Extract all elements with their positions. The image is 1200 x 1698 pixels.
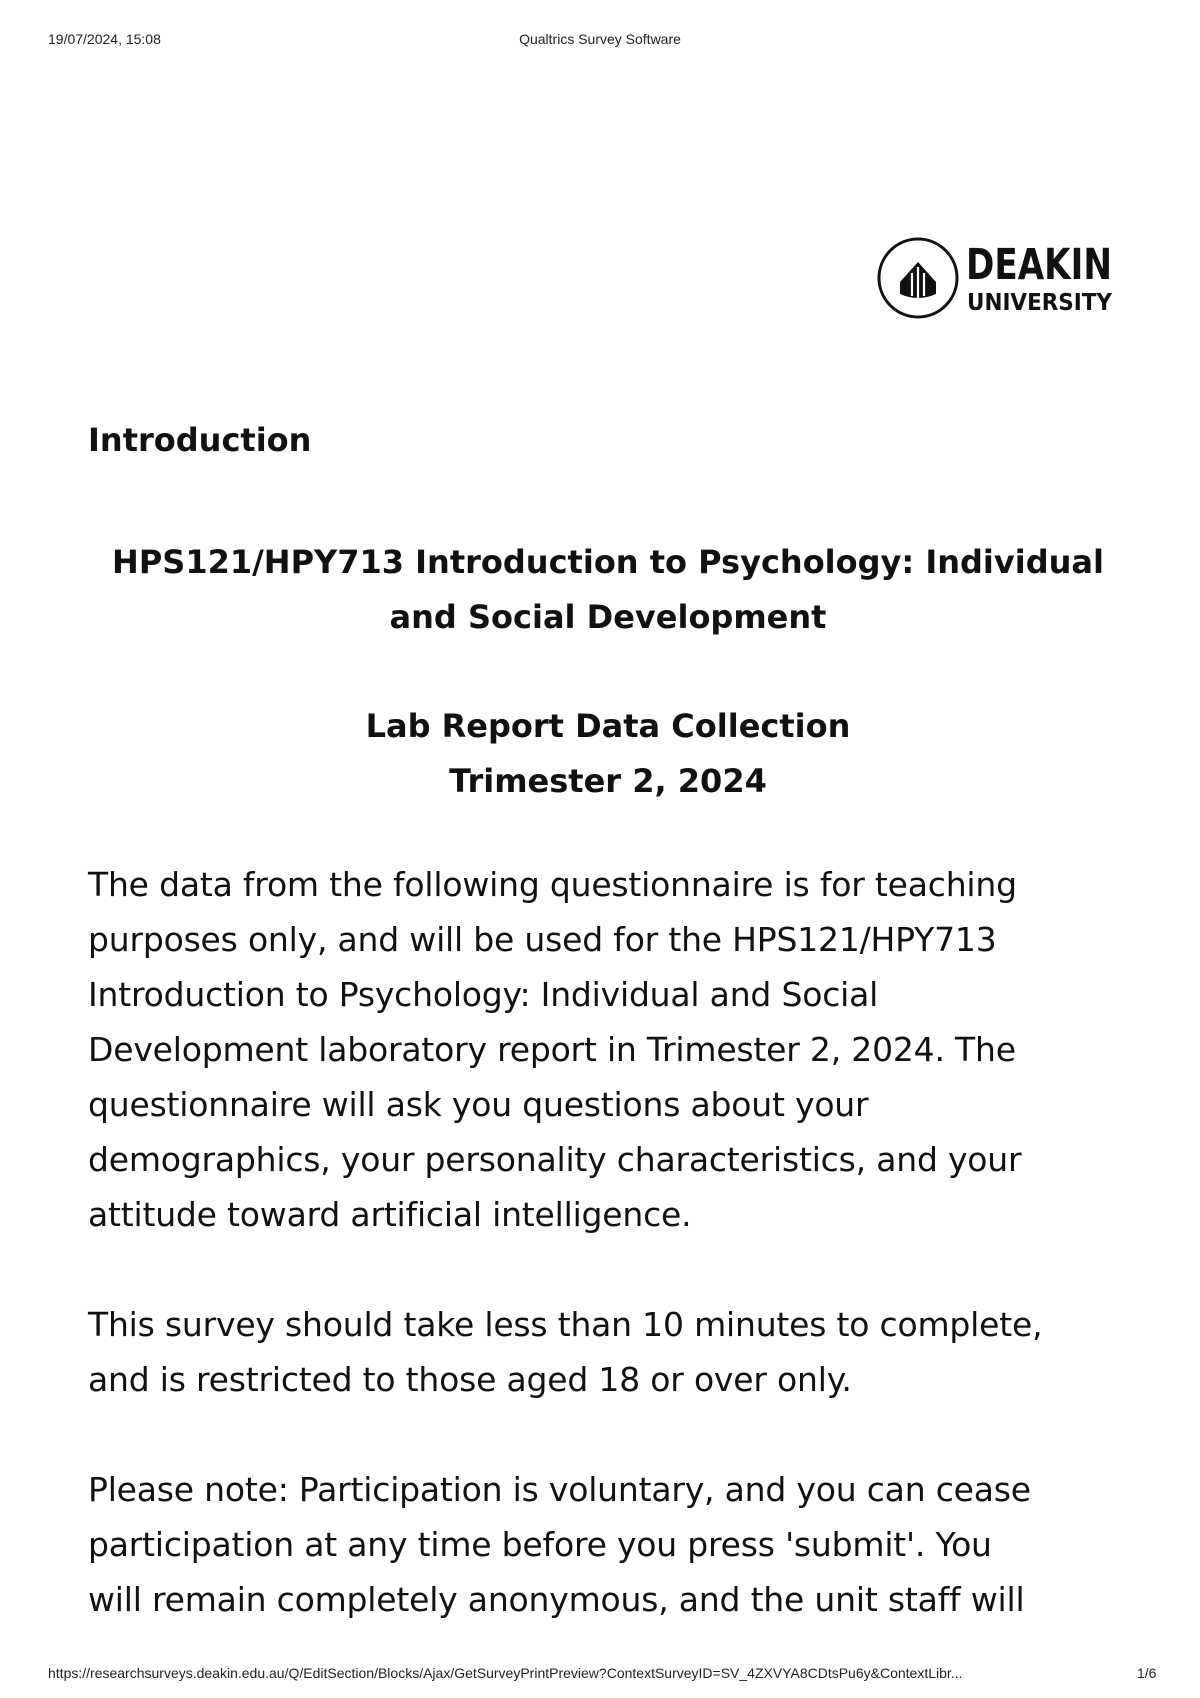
logo-wordmark-university: UNIVERSITY: [967, 290, 1113, 316]
duration-paragraph: [88, 1297, 1128, 1407]
print-footer-url: https://researchsurveys.deakin.edu.au/Q/EditSection/Blocks/Ajax/GetSurveyPrintPreview?ContextSurveyID=SV_4ZXVYA8CDtsPu6y&ContextLibr...: [48, 1665, 963, 1681]
print-page-title: Qualtrics Survey Software: [519, 31, 681, 47]
course-heading-line: HPS121/HPY713 Introduction to Psychology: Individual: [112, 543, 1104, 581]
course-heading-line: and Social Development: [389, 598, 827, 636]
paragraph-line: attitude toward artificial intelligence.: [88, 1195, 692, 1234]
deakin-university-logo: [876, 236, 1116, 321]
paragraph-line: participation at any time before you press 'submit'. You: [88, 1525, 992, 1564]
paragraph-line: and is restricted to those aged 18 or over only.: [88, 1360, 852, 1399]
print-page-number: 1/6: [1137, 1665, 1157, 1681]
survey-introduction: [88, 412, 1128, 1627]
section-title: Introduction: [88, 421, 312, 459]
paragraph-line: will remain completely anonymous, and the unit staff will: [88, 1580, 1025, 1619]
lab-heading-line: Lab Report Data Collection: [365, 707, 851, 745]
paragraph-line: demographics, your personality characteristics, and your: [88, 1140, 1022, 1179]
logo-wordmark-deakin: DEAKIN: [966, 240, 1112, 290]
course-heading: [88, 535, 1128, 645]
lab-report-heading: [88, 699, 1128, 809]
lab-heading-line: Trimester 2, 2024: [449, 762, 767, 800]
paragraph-line: purposes only, and will be used for the HPS121/HPY713: [88, 920, 997, 959]
paragraph-line: Development laboratory report in Trimester 2, 2024. The: [88, 1030, 1016, 1069]
paragraph-line: The data from the following questionnaire is for teaching: [88, 865, 1017, 904]
participation-note-paragraph: [88, 1462, 1128, 1627]
paragraph-line: questionnaire will ask you questions about your: [88, 1085, 869, 1124]
print-datetime: 19/07/2024, 15:08: [48, 31, 161, 47]
paragraph-line: Please note: Participation is voluntary, and you can cease: [88, 1470, 1031, 1509]
description-paragraph: [88, 857, 1128, 1242]
paragraph-line: This survey should take less than 10 minutes to complete,: [88, 1305, 1043, 1344]
paragraph-line: Introduction to Psychology: Individual and Social: [88, 975, 879, 1014]
